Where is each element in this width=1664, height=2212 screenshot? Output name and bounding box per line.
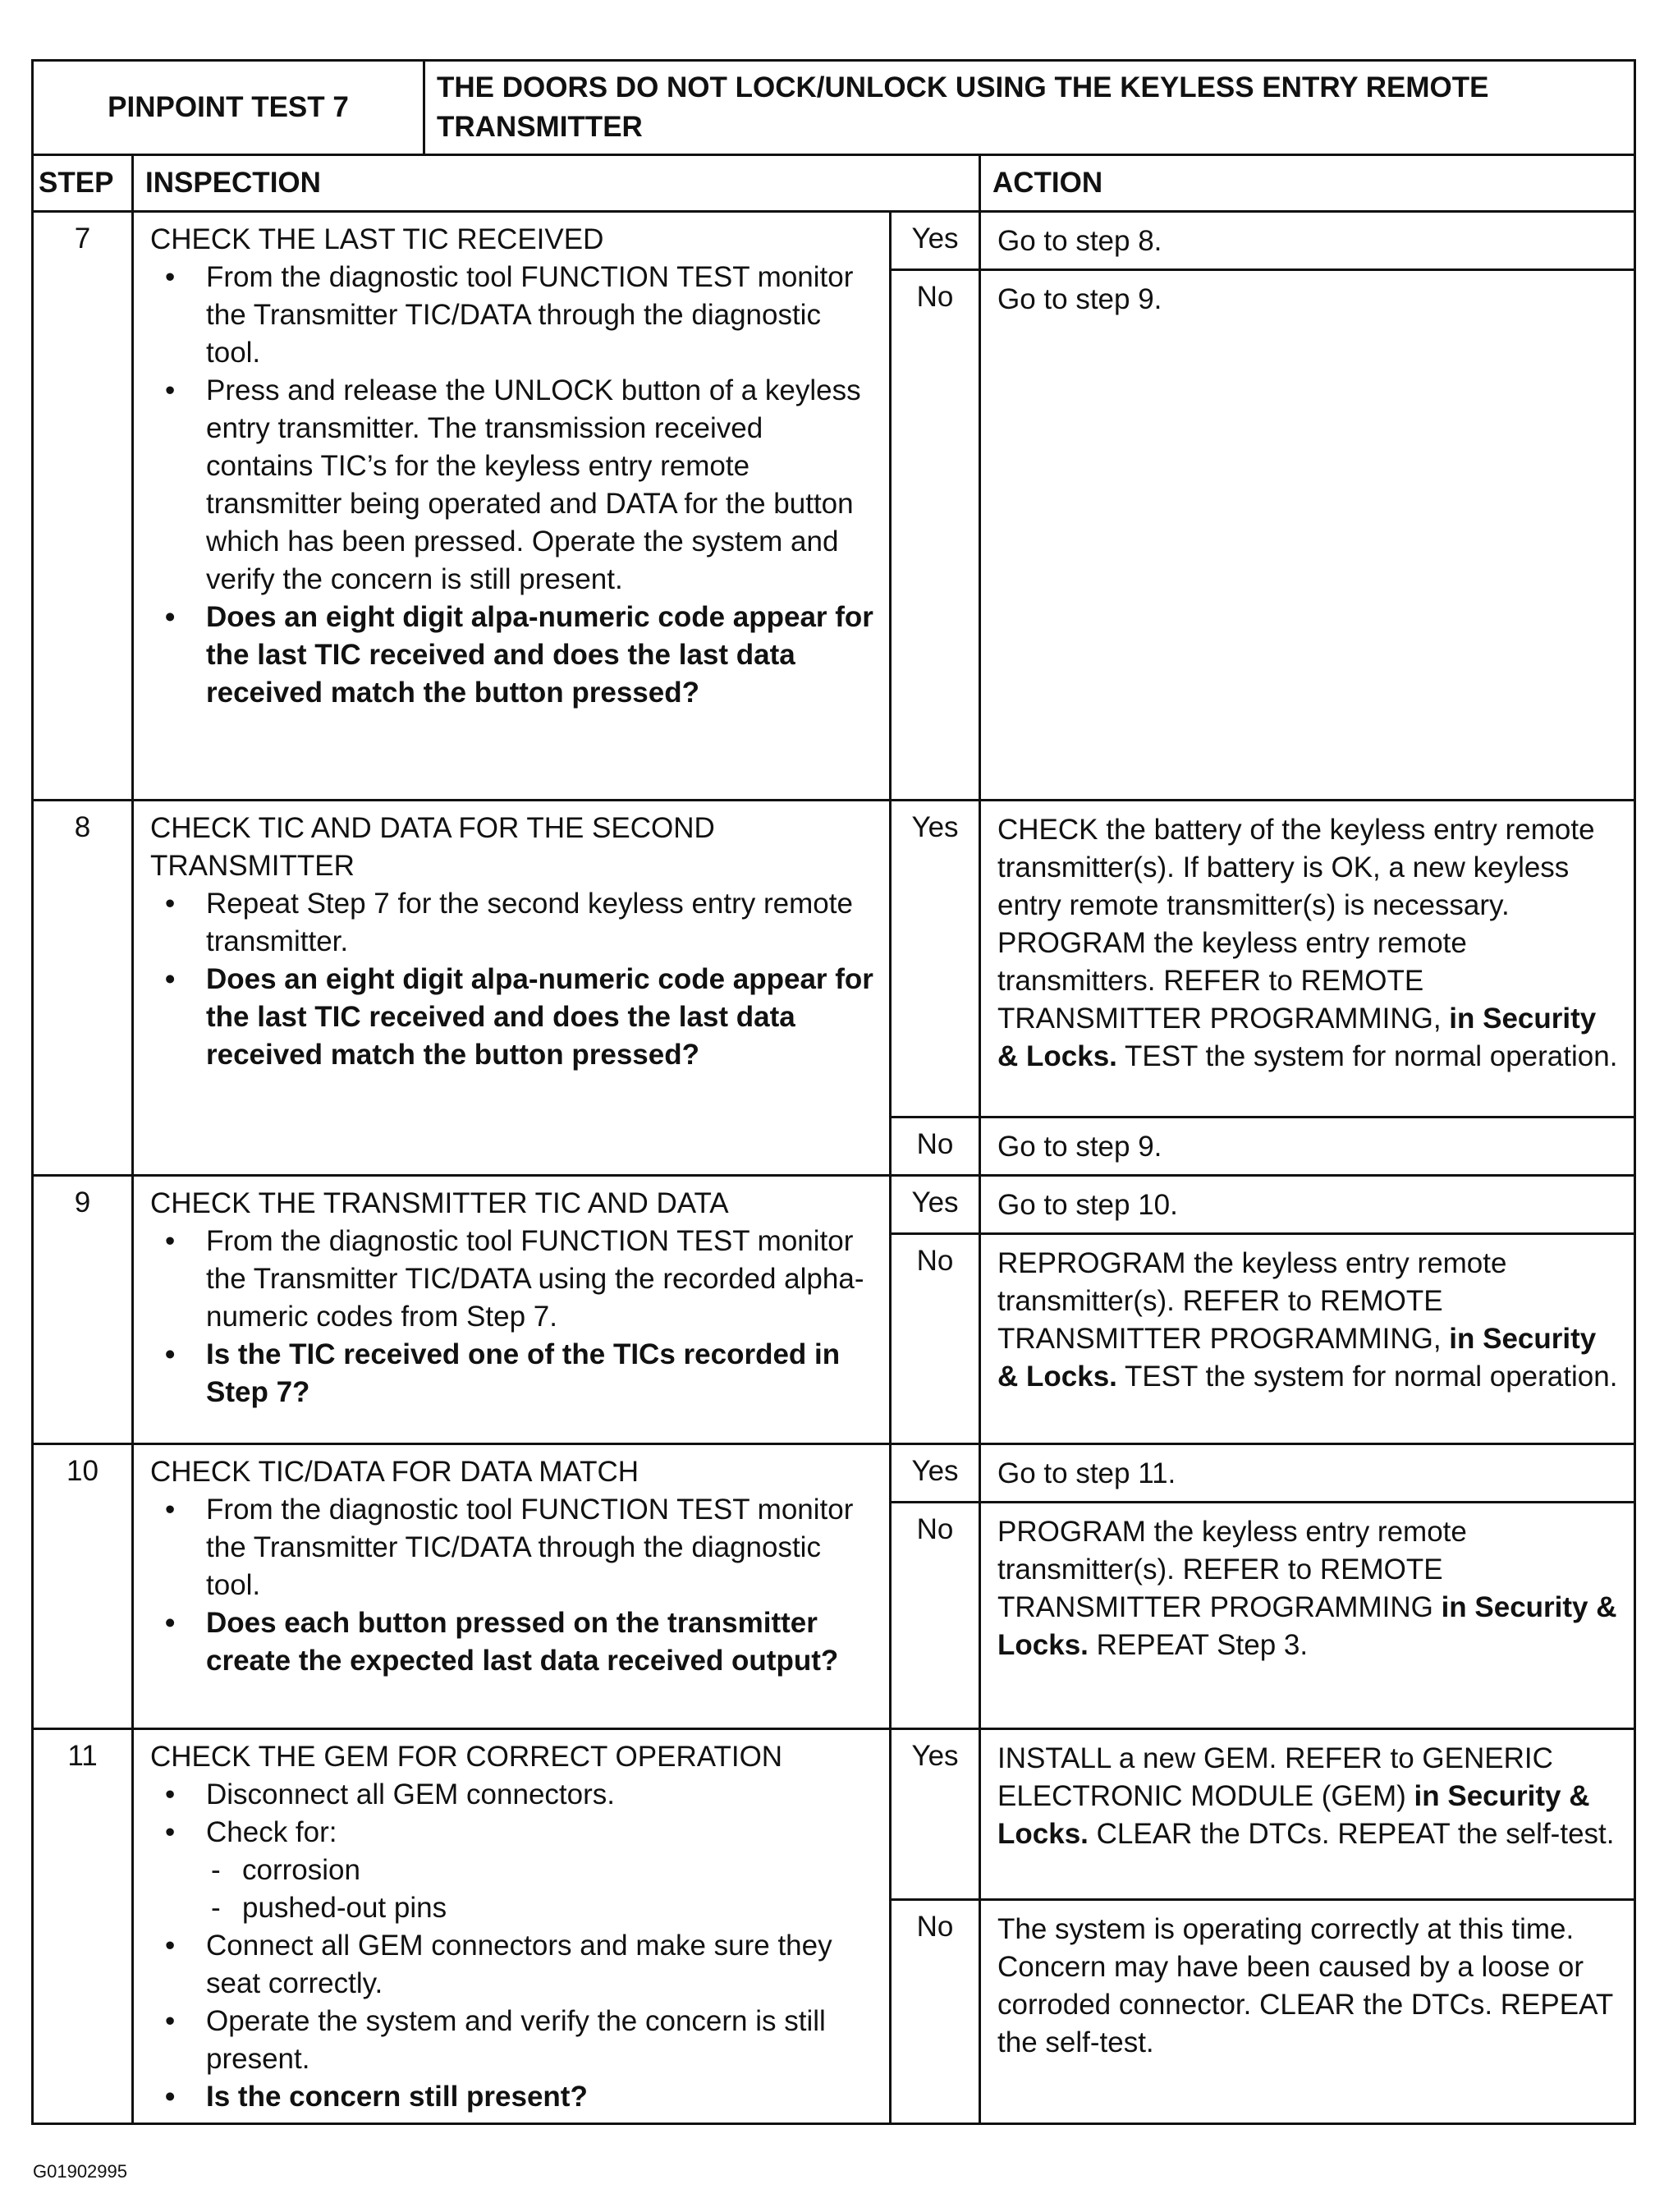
answer-no: No xyxy=(891,1503,980,1729)
action-text-tail: TEST the system for normal operation. xyxy=(1124,1361,1618,1393)
action-text: Go to step 9. xyxy=(980,1117,1635,1176)
table-row xyxy=(33,212,1635,270)
answer-no: No xyxy=(891,1900,980,2124)
action-text: The system is operating correctly at this time. Concern may have been caused by a loose or corroded connector. CLEAR the DTCs. REPEAT the self-test. xyxy=(980,1900,1635,2124)
answer-yes: Yes xyxy=(891,1444,980,1503)
action-text: Go to step 8. xyxy=(980,212,1635,270)
table-row xyxy=(33,1729,1635,1900)
answer-yes: Yes xyxy=(891,1729,980,1900)
step-number: 7 xyxy=(33,212,133,801)
action-text-tail: CLEAR the DTCs. REPEAT the self-test. xyxy=(1096,1818,1615,1850)
action-text-tail: TEST the system for normal operation. xyxy=(1124,1040,1618,1072)
inspection-question: • Is the concern still present? xyxy=(150,2078,878,2116)
step-heading: CHECK THE LAST TIC RECEIVED xyxy=(150,223,604,255)
pinpoint-test-label: PINPOINT TEST 7 xyxy=(33,61,424,155)
step-number: 8 xyxy=(33,801,133,1176)
action-text xyxy=(980,801,1635,1117)
inspection-cell xyxy=(133,1176,891,1444)
inspection-bullet: • Operate the system and verify the concern is still present. xyxy=(150,2003,878,2078)
step-heading: CHECK THE TRANSMITTER TIC AND DATA xyxy=(150,1187,729,1219)
action-text xyxy=(980,1729,1635,1900)
table-row xyxy=(33,801,1635,1117)
action-text-main: REPROGRAM the keyless entry remote transmitter(s). REFER to REMOTE TRANSMITTER PROGRAMMING, xyxy=(997,1247,1507,1355)
inspection-sub-item: - corrosion xyxy=(150,1852,878,1889)
action-text-main: PROGRAM the keyless entry remote transmitter(s). REFER to REMOTE TRANSMITTER PROGRAMMING xyxy=(997,1516,1467,1623)
inspection-sub-item: - pushed-out pins xyxy=(150,1889,878,1927)
answer-no: No xyxy=(891,270,980,801)
inspection-bullet: • From the diagnostic tool FUNCTION TEST monitor the Transmitter TIC/DATA using the recorded alpha-numeric codes from Step 7. xyxy=(150,1223,878,1336)
answer-no: No xyxy=(891,1117,980,1176)
inspection-question: • Does an eight digit alpa-numeric code appear for the last TIC received and does the last data received match the button pressed? xyxy=(150,961,878,1074)
step-heading: CHECK TIC AND DATA FOR THE SECOND TRANSMITTER xyxy=(150,812,715,882)
inspection-cell xyxy=(133,801,891,1176)
inspection-bullet: • Press and release the UNLOCK button of a keyless entry transmitter. The transmission received contains TIC’s for the keyless entry remote transmitter being operated and DATA for the button which has been pressed. Operate the system and verify the concern is still present. xyxy=(150,372,878,599)
action-text-reference: in Security & Locks. xyxy=(997,1003,1597,1072)
action-text-reference: in Security & Locks. xyxy=(997,1323,1597,1393)
inspection-cell xyxy=(133,1729,891,2124)
action-text: Go to step 10. xyxy=(980,1176,1635,1234)
action-text-main: INSTALL a new GEM. REFER to GENERIC ELECTRONIC MODULE (GEM) xyxy=(997,1742,1553,1812)
action-text: Go to step 9. xyxy=(980,270,1635,801)
inspection-bullet: • Connect all GEM connectors and make sure they seat correctly. xyxy=(150,1927,878,2003)
inspection-question: • Is the TIC received one of the TICs recorded in Step 7? xyxy=(150,1336,878,1411)
step-number: 10 xyxy=(33,1444,133,1729)
inspection-bullet: • From the diagnostic tool FUNCTION TEST monitor the Transmitter TIC/DATA through the diagnostic tool. xyxy=(150,259,878,372)
step-heading: CHECK THE GEM FOR CORRECT OPERATION xyxy=(150,1741,783,1773)
step-number: 9 xyxy=(33,1176,133,1444)
inspection-question: • Does an eight digit alpa-numeric code appear for the last TIC received and does the last data received match the button pressed? xyxy=(150,599,878,712)
column-header-step: STEP xyxy=(33,155,133,212)
table-row xyxy=(33,1444,1635,1503)
column-header-action: ACTION xyxy=(980,155,1635,212)
step-number: 11 xyxy=(33,1729,133,2124)
action-text xyxy=(980,1503,1635,1729)
inspection-bullet: • Check for: xyxy=(150,1814,878,1852)
figure-code: G01902995 xyxy=(33,2161,127,2182)
pinpoint-test-table xyxy=(31,59,1636,2125)
action-text-reference: in Security & Locks. xyxy=(997,1591,1617,1661)
inspection-cell xyxy=(133,1444,891,1729)
answer-yes: Yes xyxy=(891,801,980,1117)
pinpoint-test-title: THE DOORS DO NOT LOCK/UNLOCK USING THE KEYLESS ENTRY REMOTE TRANSMITTER xyxy=(424,61,1635,155)
action-text: Go to step 11. xyxy=(980,1444,1635,1503)
inspection-bullet: • Disconnect all GEM connectors. xyxy=(150,1776,878,1814)
inspection-question: • Does each button pressed on the transmitter create the expected last data received output? xyxy=(150,1604,878,1680)
answer-yes: Yes xyxy=(891,1176,980,1234)
answer-yes: Yes xyxy=(891,212,980,270)
inspection-bullet: • Repeat Step 7 for the second keyless entry remote transmitter. xyxy=(150,885,878,961)
answer-no: No xyxy=(891,1234,980,1444)
table-row xyxy=(33,1176,1635,1234)
column-header-inspection: INSPECTION xyxy=(133,155,980,212)
action-text-tail: REPEAT Step 3. xyxy=(1096,1629,1309,1661)
inspection-cell xyxy=(133,212,891,801)
action-text-main: CHECK the battery of the keyless entry remote transmitter(s). If battery is OK, a new keyless entry remote transmitter(s) is necessary. PROGRAM the keyless entry remote transmitters. REFER to REMOTE TRANSMITTER PROGRAMMING, xyxy=(997,814,1595,1035)
pinpoint-test-sheet xyxy=(31,59,1634,2125)
step-heading: CHECK TIC/DATA FOR DATA MATCH xyxy=(150,1456,639,1488)
action-text xyxy=(980,1234,1635,1444)
action-text-reference: in Security & Locks. xyxy=(997,1780,1590,1850)
inspection-bullet: • From the diagnostic tool FUNCTION TEST monitor the Transmitter TIC/DATA through the diagnostic tool. xyxy=(150,1491,878,1604)
